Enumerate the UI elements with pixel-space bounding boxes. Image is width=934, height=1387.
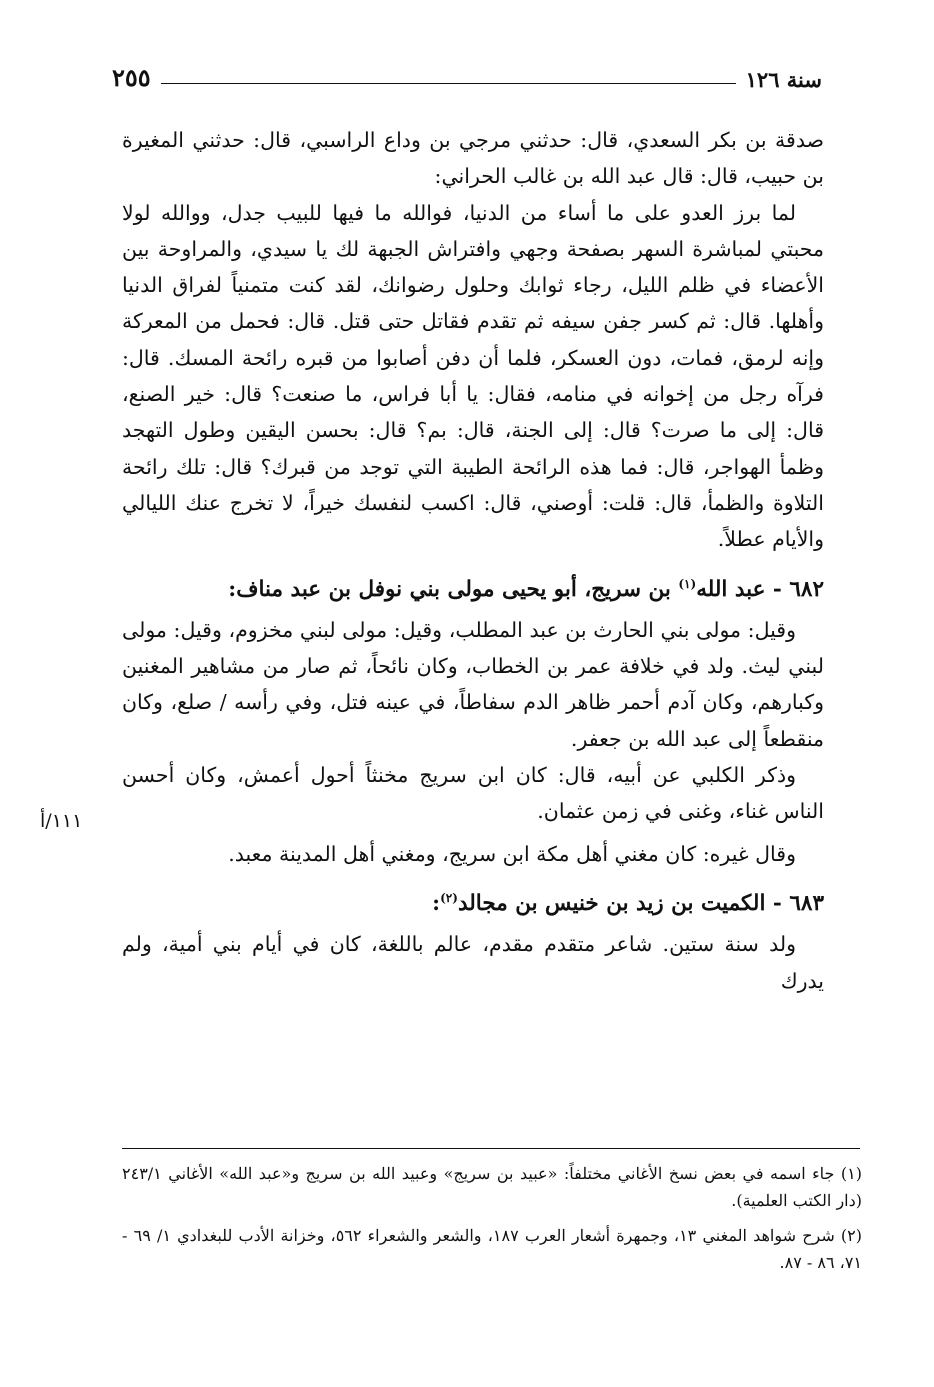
footnote-rule: [122, 1148, 860, 1149]
paragraph-entry-683: ولد سنة ستين. شاعر متقدم مقدم، عالم باللغة، كان في أيام بني أمية، ولم يدرك: [122, 932, 824, 993]
footnote-1: (١) جاء اسمه في بعض نسخ الأغاني مختلفاً: «عبيد بن سريج» وعبيد الله بن سريج و«عبد الله» الأغاني ٢٤٣/١ (دار الكتب العلمية).: [122, 1164, 862, 1210]
entry-heading-683-end: :: [432, 890, 441, 916]
entry-heading-683-start: ٦٨٣ - الكميت بن زيد بن خنيس بن مجالد: [457, 890, 824, 916]
paragraph-entry-682-bio: وقيل: مولى بني الحارث بن عبد المطلب، وقيل: مولى لبني مخزوم، وقيل: مولى لبني ليث. ولد في خلافة عمر بن الخطاب، وكان نائحاً، ثم صار من مشاهير المغنين وكبارهم، وكان آدم أحمر ظاهر الدم سفاطاً، في عينه فتل، وفي رأسه / صلع، وكان منقطعاً إلى عبد الله بن جعفر.: [122, 617, 824, 751]
paragraph-entry-682-kalbi: وذكر الكلبي عن أبيه، قال: كان ابن سريج مخنثاً أحول أعمش، وكان أحسن الناس غناء، وغنى في زمن عثمان.: [122, 763, 824, 824]
paragraph-entry-682-other: وقال غيره: كان مغني أهل مكة ابن سريج، ومغني أهل المدينة معبد.: [228, 841, 796, 866]
entry-heading-682-start: ٦٨٢ - عبد الله: [696, 576, 824, 602]
footnote-ref-1: (١): [678, 576, 697, 591]
footnote-ref-2: (٢): [440, 890, 458, 905]
paragraph-chain-of-narration: صدقة بن بكر السعدي، قال: حدثني مرجي بن وداع الراسبي، قال: حدثني المغيرة بن حبيب، قال: قال عبد الله بن غالب الحراني:: [122, 128, 824, 189]
entry-heading-683: [122, 886, 824, 922]
margin-folio-note: ١١١/أ: [40, 810, 83, 832]
entry-heading-682: [122, 572, 824, 608]
running-header: [112, 62, 822, 94]
header-rule: [161, 83, 736, 84]
footnotes: [122, 1160, 862, 1284]
main-text: [122, 122, 824, 999]
paragraph-narrative: لما برز العدو على ما أساء من الدنيا، فوالله ما فيها للبيب جدل، ووالله لولا محبتي لمباشرة السهر بصفحة وجهي وافتراش الجبهة لك يا سيدي، والمراوحة بين الأعضاء في ظلم الليل، رجاء ثوابك وحلول رضوانك، لقد كنت متمنياً لفراق الدنيا وأهلها. قال: ثم كسر جفن سيفه ثم تقدم فقاتل حتى قتل. قال: فحمل من المعركة وإنه لرمق، فمات، دون العسكر، فلما أن دفن أصابوا من قبره رائحة المسك. قال: فرآه رجل من إخوانه في منامه، فقال: يا أبا فراس، ما صنعت؟ قال: خير الصنع، قال: إلى ما صرت؟ قال: إلى الجنة، قال: بم؟ قال: بحسن اليقين وطول التهجد وظمأ الهواجر، قال: فما هذه الرائحة الطيبة التي توجد من قبرك؟ قال: تلك رائحة التلاوة والظمأ، قال: قلت: أوصني، قال: اكسب لنفسك خيراً، لا تخرج عنك الليالي والأيام عطلاً.: [122, 200, 824, 552]
entry-heading-682-end: بن سريج، أبو يحيى مولى بني نوفل بن عبد مناف:: [228, 576, 679, 602]
page-number: ٢٥٥: [112, 63, 151, 92]
running-title: سنة ١٢٦: [745, 67, 822, 92]
footnote-2: (٢) شرح شواهد المغني ١٣، وجمهرة أشعار العرب ١٨٧، والشعر والشعراء ٥٦٢، وخزانة الأدب للبغدادي ١/ ٦٩ - ٧١، ٨٦ - ٨٧.: [122, 1226, 863, 1272]
